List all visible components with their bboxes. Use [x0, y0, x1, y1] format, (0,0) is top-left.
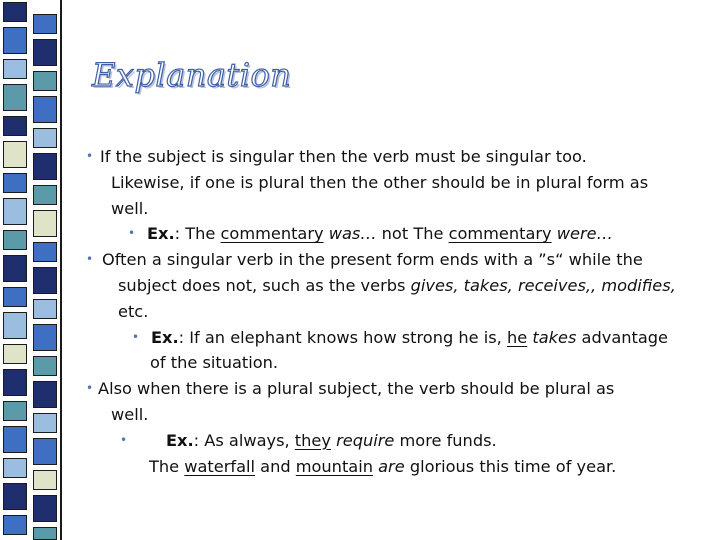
example-label: Ex.: [147, 224, 175, 244]
stripe-band: [3, 84, 27, 111]
example-continued: of the situation.: [150, 353, 279, 373]
example-line: • Ex.: If an elephant knows how strong he is, he takes advantage: [96, 325, 708, 351]
underlined-subject: they: [294, 430, 331, 450]
stripe-band: [33, 96, 57, 123]
stripe-band: [3, 369, 27, 396]
bullet-text-continued: etc.: [118, 301, 149, 321]
italic-verb: are: [378, 456, 405, 476]
stripe-band: [3, 173, 27, 193]
italic-verb: was…: [328, 224, 377, 244]
stripe-band: [33, 128, 57, 148]
example-continued: The waterfall and mountain are glorious this time of year.: [149, 456, 617, 476]
stripe-band: [3, 344, 27, 364]
stripe-band: [33, 470, 57, 490]
underlined-subject: mountain: [295, 456, 373, 476]
stripe-band: [33, 413, 57, 433]
stripe-band: [33, 438, 57, 465]
stripe-band: [3, 401, 27, 421]
example-line: • Ex.: The commentary was… not The commentary were…: [96, 221, 708, 247]
bullet-dot: •: [86, 381, 94, 396]
bullet-text: Also when there is a plural subject, the verb should be plural as: [98, 379, 615, 399]
example-label: Ex.: [151, 327, 179, 347]
stripe-band: [33, 210, 57, 237]
bullet-text: Often a singular verb in the present form ends with a ”s“ while the: [102, 250, 643, 270]
stripe-band: [3, 458, 27, 478]
stripe-band: [3, 255, 27, 282]
stripe-band: [3, 141, 27, 168]
example-label: Ex.: [166, 430, 194, 450]
stripe-band: [33, 324, 57, 351]
bullet-text: If the subject is singular then the verb must be singular too.: [100, 147, 587, 166]
bullet-text-continued: well.: [111, 198, 149, 218]
underlined-subject: commentary: [448, 224, 552, 244]
stripe-band: [3, 230, 27, 250]
stripe-band: [33, 39, 57, 66]
bullet-2: [86, 247, 708, 273]
stripe-band: [33, 71, 57, 91]
italic-verb: require: [336, 430, 395, 450]
slide-body: [86, 144, 708, 479]
stripe-band: [33, 356, 57, 376]
italic-verb: were…: [556, 224, 613, 244]
stripe-band: [3, 483, 27, 510]
bullet-dot: •: [132, 329, 140, 344]
stripe-band: [33, 14, 57, 34]
stripe-band: [33, 153, 57, 180]
italic-verb-list: gives, takes, receives,, modifies,: [410, 275, 676, 295]
bullet-dot: •: [86, 252, 94, 267]
underlined-subject: he: [506, 327, 528, 347]
bullet-text-continued: well.: [111, 404, 149, 424]
italic-verb: takes: [532, 327, 577, 347]
underlined-subject: commentary: [220, 224, 324, 244]
stripe-band: [3, 287, 27, 307]
underlined-subject: waterfall: [184, 456, 255, 476]
stripe-band: [3, 312, 27, 339]
decorative-side-stripe: [0, 0, 62, 540]
bullet-text-continued: subject does not, such as the verbs gives, takes, receives,, modifies,: [118, 275, 676, 295]
example-line: • Ex.: As always, they require more funds.: [96, 428, 708, 454]
stripe-band: [33, 299, 57, 319]
stripe-band: [33, 185, 57, 205]
slide-title: Explanation: [92, 56, 292, 94]
stripe-band: [33, 527, 57, 540]
bullet-3: [86, 376, 708, 402]
stripe-band: [33, 495, 57, 522]
stripe-band: [3, 116, 27, 136]
bullet-1: [86, 144, 708, 170]
bullet-dot: •: [120, 432, 128, 447]
stripe-band: [3, 198, 27, 225]
stripe-band: [33, 267, 57, 294]
stripe-band: [33, 242, 57, 262]
stripe-band: [3, 27, 27, 54]
bullet-dot: •: [128, 226, 136, 241]
stripe-band: [3, 426, 27, 453]
stripe-band: [3, 2, 27, 22]
bullet-text-continued: Likewise, if one is plural then the other should be in plural form as: [111, 172, 649, 192]
bullet-dot: •: [86, 149, 94, 163]
stripe-band: [3, 515, 27, 535]
stripe-band: [33, 381, 57, 408]
stripe-band: [3, 59, 27, 79]
